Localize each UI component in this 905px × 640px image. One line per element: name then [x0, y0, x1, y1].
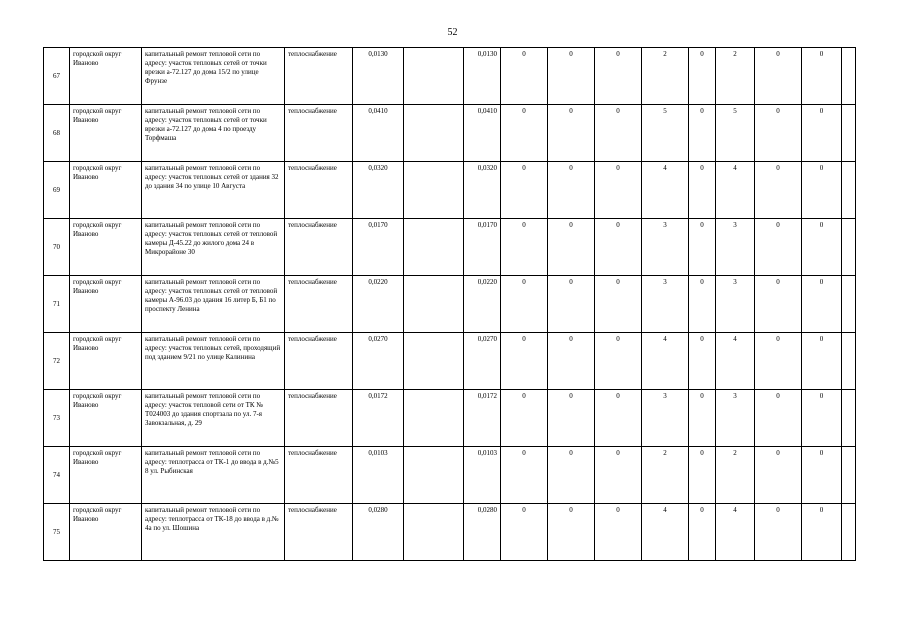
value-cell: 0,0280 [464, 504, 501, 561]
value-cell: 0 [548, 333, 595, 390]
value-cell: 0 [501, 333, 548, 390]
value-cell [404, 504, 464, 561]
value-cell: 0 [548, 48, 595, 105]
value-cell: 0 [595, 447, 642, 504]
data-table [43, 47, 856, 561]
value-cell: 0 [595, 504, 642, 561]
value-cell [842, 48, 856, 105]
value-cell [842, 504, 856, 561]
description-cell: капитальный ремонт тепловой сети по адресу: участок тепловых сетей, проходящий под зданием 9/21 по улице Калинина [142, 333, 285, 390]
table-row [44, 48, 856, 105]
type-cell: теплоснабжение [285, 276, 353, 333]
description-cell: капитальный ремонт тепловой сети по адресу: теплотрасса от ТК-18 до ввода в д.№ 4а по ул. Шошина [142, 504, 285, 561]
value-cell: 0 [755, 219, 802, 276]
municipality-cell: городской округ Иваново [70, 48, 142, 105]
description-cell: капитальный ремонт тепловой сети по адресу: участок тепловых сетей от точки врезки а-72.127 до дома 4 по проезду Торфмаша [142, 105, 285, 162]
page-number: 52 [447, 27, 458, 38]
value-cell: 3 [716, 390, 755, 447]
value-cell: 4 [642, 162, 689, 219]
table-row [44, 105, 856, 162]
municipality-cell: городской округ Иваново [70, 219, 142, 276]
type-cell: теплоснабжение [285, 219, 353, 276]
value-cell: 0 [755, 276, 802, 333]
municipality-cell: городской округ Иваново [70, 162, 142, 219]
type-cell: теплоснабжение [285, 105, 353, 162]
value-cell: 3 [642, 390, 689, 447]
value-cell: 0 [755, 48, 802, 105]
value-cell: 0 [595, 276, 642, 333]
value-cell: 0 [595, 333, 642, 390]
value-cell: 0 [802, 48, 842, 105]
value-cell: 3 [642, 219, 689, 276]
value-cell: 0 [501, 105, 548, 162]
value-cell: 0,0410 [353, 105, 404, 162]
value-cell: 3 [716, 276, 755, 333]
value-cell: 0,0172 [353, 390, 404, 447]
row-number: 68 [44, 105, 70, 162]
value-cell: 0 [802, 276, 842, 333]
value-cell: 0 [595, 162, 642, 219]
value-cell: 0,0270 [464, 333, 501, 390]
value-cell: 3 [716, 219, 755, 276]
value-cell: 0,0270 [353, 333, 404, 390]
value-cell: 0 [595, 105, 642, 162]
value-cell [404, 333, 464, 390]
value-cell: 0 [595, 390, 642, 447]
value-cell [404, 276, 464, 333]
value-cell [842, 219, 856, 276]
value-cell: 0 [802, 504, 842, 561]
value-cell: 0 [689, 447, 716, 504]
value-cell: 4 [716, 162, 755, 219]
type-cell: теплоснабжение [285, 390, 353, 447]
value-cell: 2 [716, 447, 755, 504]
value-cell: 0 [802, 390, 842, 447]
value-cell [404, 48, 464, 105]
value-cell: 0 [501, 162, 548, 219]
value-cell: 0 [501, 48, 548, 105]
value-cell [842, 276, 856, 333]
value-cell: 0,0172 [464, 390, 501, 447]
type-cell: теплоснабжение [285, 48, 353, 105]
value-cell: 0 [501, 447, 548, 504]
table-row [44, 504, 856, 561]
value-cell: 0,0170 [464, 219, 501, 276]
table-row [44, 219, 856, 276]
value-cell [404, 162, 464, 219]
value-cell [404, 219, 464, 276]
value-cell: 0,0320 [353, 162, 404, 219]
value-cell: 0 [755, 333, 802, 390]
value-cell [842, 390, 856, 447]
table-row [44, 276, 856, 333]
value-cell: 0 [501, 276, 548, 333]
value-cell: 0 [689, 276, 716, 333]
value-cell: 0 [689, 162, 716, 219]
value-cell: 4 [716, 504, 755, 561]
type-cell: теплоснабжение [285, 333, 353, 390]
value-cell: 5 [642, 105, 689, 162]
value-cell: 0,0130 [353, 48, 404, 105]
value-cell: 0 [689, 219, 716, 276]
description-cell: капитальный ремонт тепловой сети по адресу: участок тепловых сетей от точки врезки а-72.127 до дома 15/2 по улице Фрунзе [142, 48, 285, 105]
municipality-cell: городской округ Иваново [70, 504, 142, 561]
row-number: 69 [44, 162, 70, 219]
value-cell [842, 105, 856, 162]
value-cell: 0 [755, 390, 802, 447]
type-cell: теплоснабжение [285, 162, 353, 219]
value-cell: 0,0103 [353, 447, 404, 504]
municipality-cell: городской округ Иваново [70, 447, 142, 504]
municipality-cell: городской округ Иваново [70, 390, 142, 447]
type-cell: теплоснабжение [285, 447, 353, 504]
value-cell: 0,0220 [464, 276, 501, 333]
value-cell: 0,0320 [464, 162, 501, 219]
value-cell: 0 [755, 504, 802, 561]
value-cell: 2 [716, 48, 755, 105]
value-cell: 4 [642, 504, 689, 561]
value-cell [404, 447, 464, 504]
value-cell: 0 [548, 504, 595, 561]
row-number: 71 [44, 276, 70, 333]
row-number: 70 [44, 219, 70, 276]
value-cell: 2 [642, 447, 689, 504]
description-cell: капитальный ремонт тепловой сети по адресу: участок тепловой сети от ТК № Т024003 до здания спортзала по ул. 7-я Завокзальная, д. 29 [142, 390, 285, 447]
value-cell: 0 [802, 447, 842, 504]
table-row [44, 162, 856, 219]
description-cell: капитальный ремонт тепловой сети по адресу: участок тепловых сетей от тепловой камеры Д-45.22 до жилого дома 24 в Микрорайоне 30 [142, 219, 285, 276]
row-number: 75 [44, 504, 70, 561]
value-cell: 0 [802, 333, 842, 390]
table-row [44, 447, 856, 504]
row-number: 74 [44, 447, 70, 504]
row-number: 67 [44, 48, 70, 105]
municipality-cell: городской округ Иваново [70, 105, 142, 162]
value-cell: 2 [642, 48, 689, 105]
value-cell: 0 [755, 162, 802, 219]
value-cell: 0 [802, 219, 842, 276]
value-cell: 0,0103 [464, 447, 501, 504]
table-row [44, 333, 856, 390]
value-cell: 0 [501, 504, 548, 561]
value-cell: 0 [689, 390, 716, 447]
value-cell: 0 [802, 105, 842, 162]
value-cell: 0 [501, 390, 548, 447]
value-cell: 0 [548, 219, 595, 276]
type-cell: теплоснабжение [285, 504, 353, 561]
value-cell: 0,0130 [464, 48, 501, 105]
value-cell: 0 [755, 447, 802, 504]
description-cell: капитальный ремонт тепловой сети по адресу: участок тепловых сетей от тепловой камеры А-96.03 до здания 16 литер Б, Б1 по проспекту Ленина [142, 276, 285, 333]
municipality-cell: городской округ Иваново [70, 276, 142, 333]
value-cell: 0 [548, 447, 595, 504]
value-cell [842, 162, 856, 219]
value-cell: 0,0220 [353, 276, 404, 333]
value-cell: 0 [689, 333, 716, 390]
value-cell: 0 [548, 105, 595, 162]
value-cell: 4 [642, 333, 689, 390]
value-cell: 4 [716, 333, 755, 390]
value-cell: 0 [595, 219, 642, 276]
value-cell: 0 [548, 276, 595, 333]
value-cell [842, 447, 856, 504]
value-cell: 0 [595, 48, 642, 105]
description-cell: капитальный ремонт тепловой сети по адресу: теплотрасса от ТК-1 до ввода в д.№5 8 ул. Рыбинская [142, 447, 285, 504]
value-cell: 0 [689, 504, 716, 561]
value-cell [842, 333, 856, 390]
value-cell: 3 [642, 276, 689, 333]
row-number: 73 [44, 390, 70, 447]
value-cell: 0 [548, 162, 595, 219]
value-cell [404, 390, 464, 447]
value-cell: 0,0280 [353, 504, 404, 561]
value-cell [404, 105, 464, 162]
value-cell: 0 [802, 162, 842, 219]
value-cell: 0 [689, 105, 716, 162]
row-number: 72 [44, 333, 70, 390]
description-cell: капитальный ремонт тепловой сети по адресу: участок тепловых сетей от здания 32 до здания 34 по улице 10 Августа [142, 162, 285, 219]
municipality-cell: городской округ Иваново [70, 333, 142, 390]
value-cell: 0 [501, 219, 548, 276]
table-row [44, 390, 856, 447]
value-cell: 0 [689, 48, 716, 105]
value-cell: 0,0170 [353, 219, 404, 276]
value-cell: 5 [716, 105, 755, 162]
value-cell: 0 [548, 390, 595, 447]
value-cell: 0 [755, 105, 802, 162]
value-cell: 0,0410 [464, 105, 501, 162]
